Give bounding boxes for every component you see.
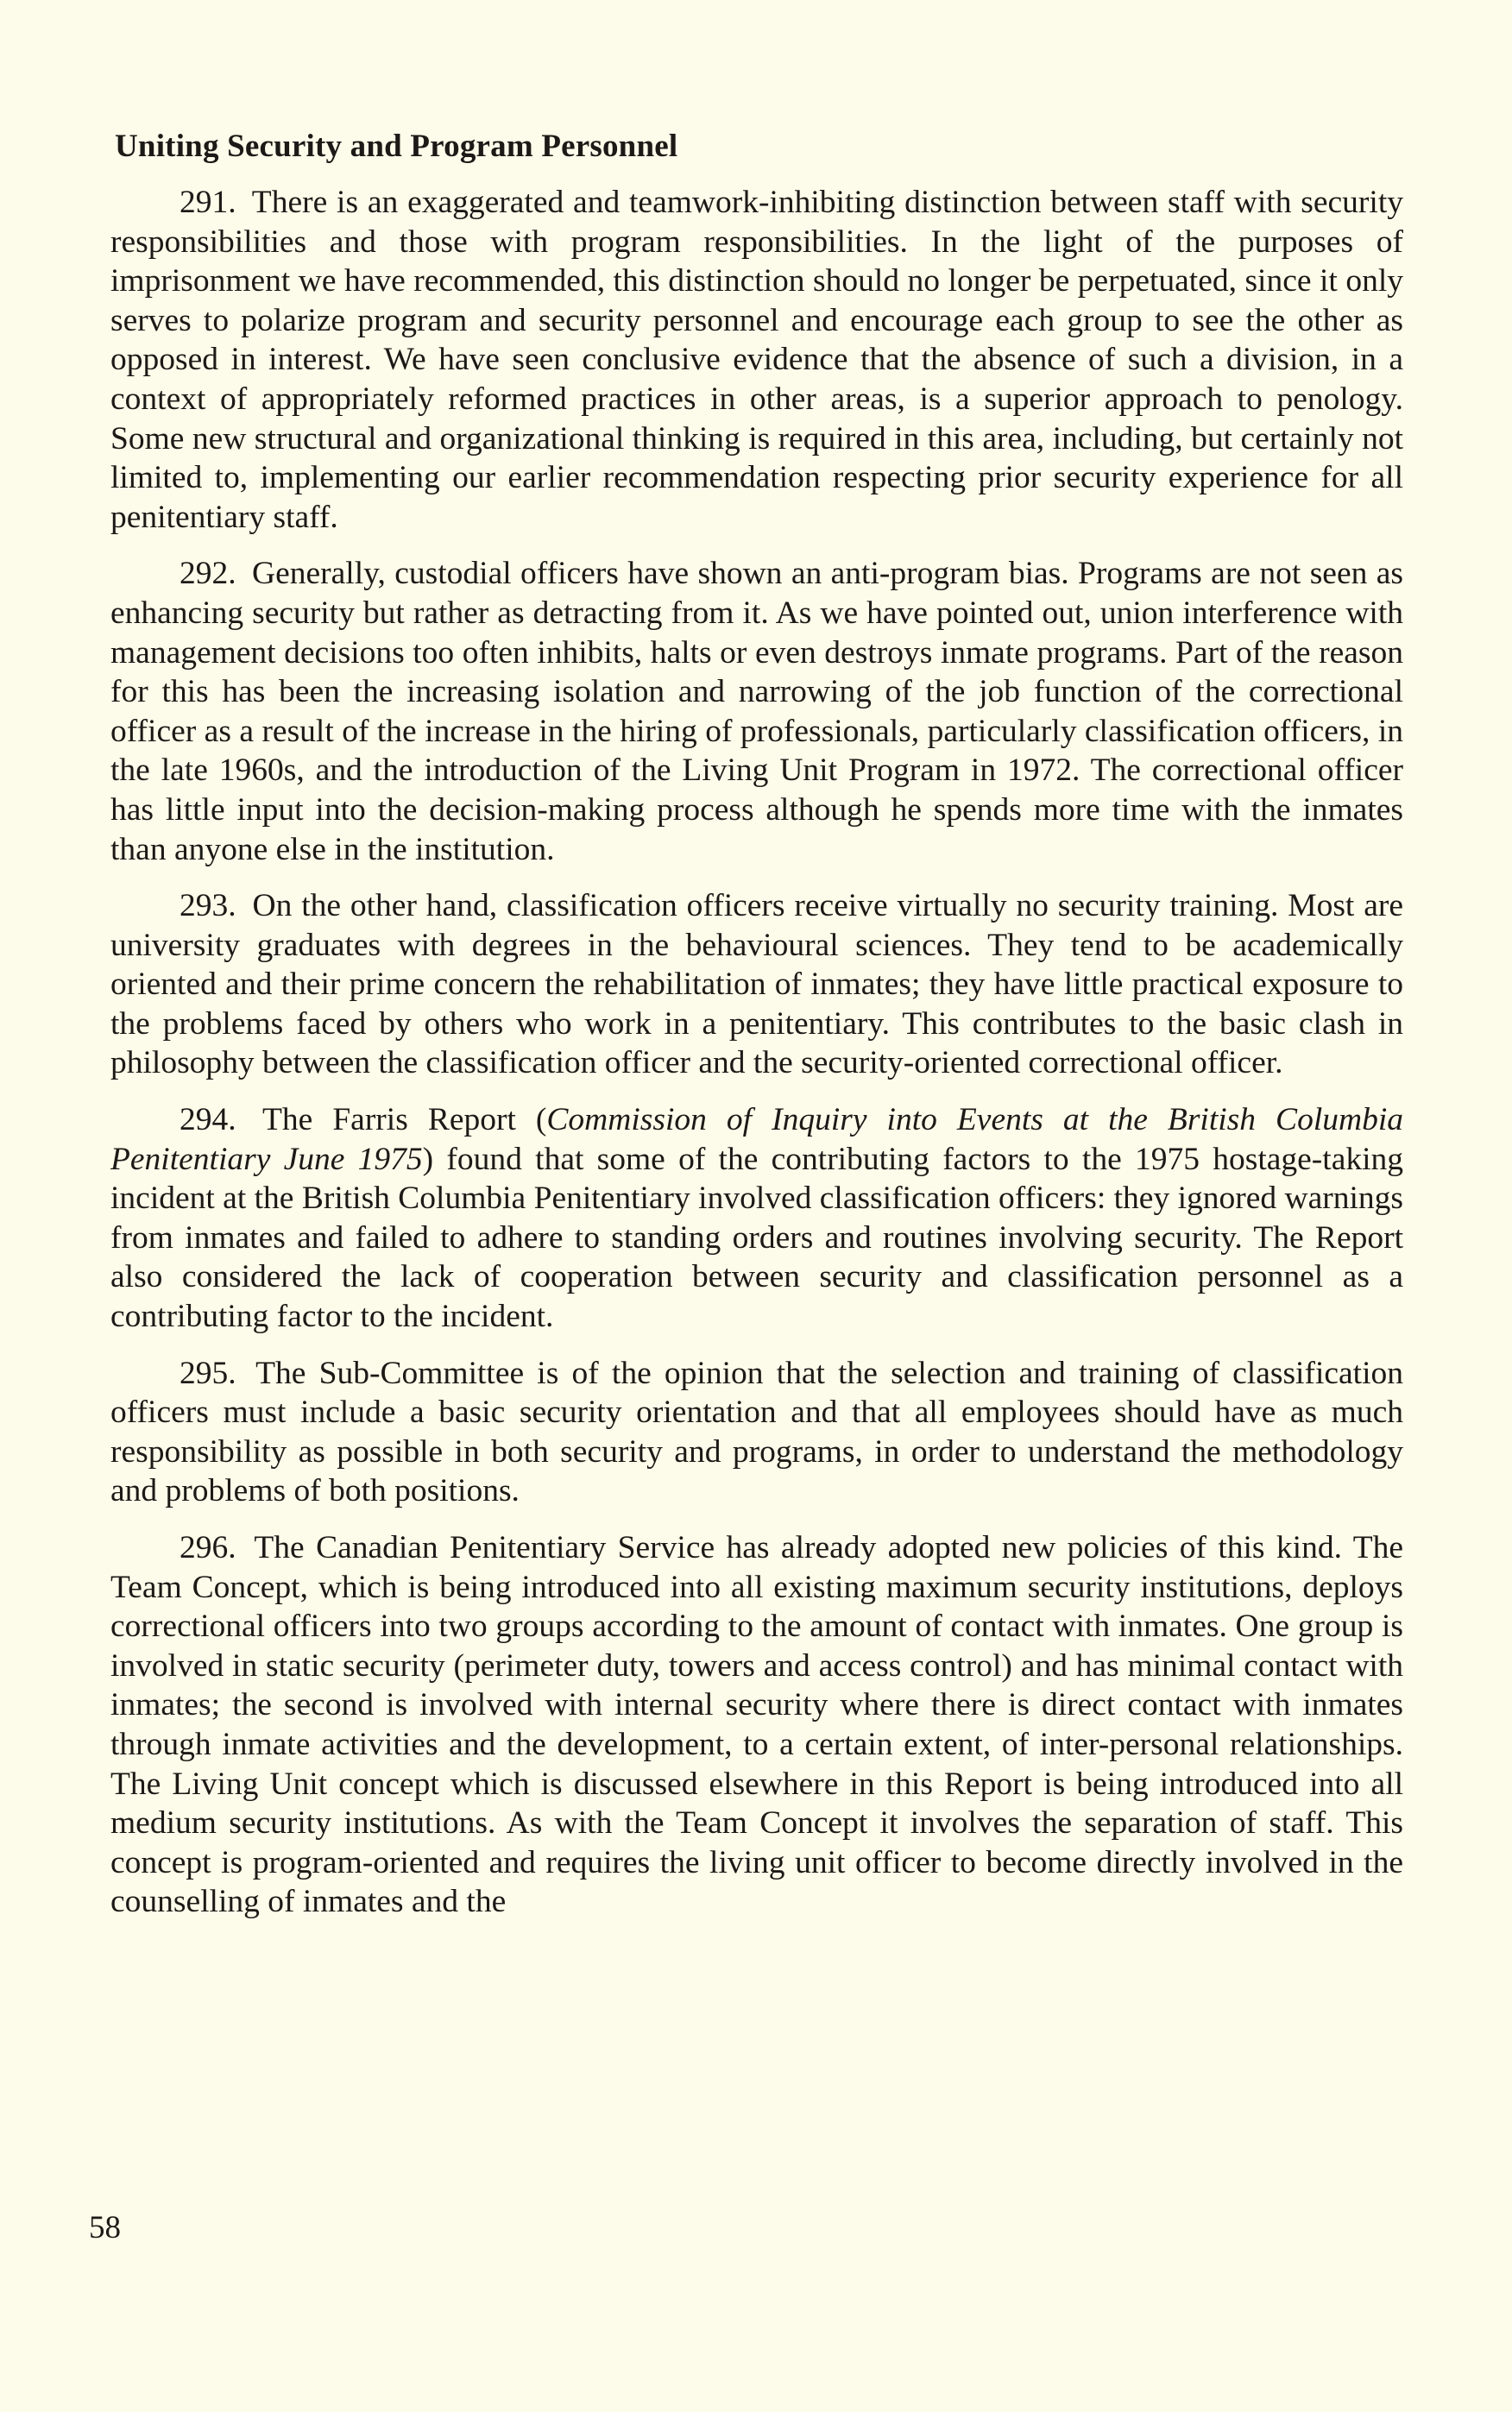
body-text bbox=[110, 183, 1403, 1939]
report-title-italic: Commission of Inquiry into Events at the British Columbia Penitentiary June 1975 bbox=[110, 1102, 1403, 1177]
paragraph-293 bbox=[110, 886, 1403, 1083]
paragraph-text: There is an exaggerated and teamwork-inhibiting distinction between staff with security responsibilities and those with program responsibilities. In the light of the purposes of imprisonment we have recommended, this distinction should no longer be perpetuated, since it only serves to polarize program and security personnel and encourage each group to see the other as opposed in interest. We have seen conclusive evidence that the absence of such a division, in a context of appropriately reformed practices in other areas, is a superior approach to penology. Some new structural and organizational thinking is required in this area, including, but certainly not limited to, implementing our earlier recommendation respecting prior security experience for all penitentiary staff. bbox=[110, 185, 1404, 535]
paragraph-296 bbox=[110, 1528, 1403, 1922]
paragraph-292 bbox=[110, 554, 1403, 869]
paragraph-number: 296. bbox=[180, 1530, 236, 1565]
paragraph-294 bbox=[110, 1100, 1403, 1337]
paragraph-text-after: ) found that some of the contributing factors to the 1975 hostage-taking incident at the British Columbia Penitentiary involved classification officers: they ignored warnings from inmates and failed to adhere to standing orders and routines involving security. The Report also considered the lack of cooperation between security and classification personnel as a contributing factor to the incident. bbox=[110, 1141, 1404, 1335]
paragraph-number: 292. bbox=[180, 556, 236, 592]
paragraph-number: 291. bbox=[180, 185, 236, 220]
paragraph-text: The Sub-Committee is of the opinion that the selection and training of classification officers must include a basic security orientation and that all employees should have as much responsibility as possible in both security and programs, in order to understand the methodology and problems of both positions. bbox=[110, 1355, 1403, 1509]
section-heading: Uniting Security and Program Personnel bbox=[115, 129, 678, 164]
page-number: 58 bbox=[89, 2210, 121, 2245]
paragraph-number: 295. bbox=[180, 1355, 236, 1391]
paragraph-text: Generally, custodial officers have shown an anti-program bias. Programs are not seen as enhancing security but rather as detracting from it. As we have pointed out, union interference with management decisions too often inhibits, halts or even destroys inmate programs. Part of the reason for this has been the increasing isolation and narrowing of the job function of the correctional officer as a result of the increase in the hiring of professionals, particularly classification officers, in the late 1960s, and the introduction of the Living Unit Program in 1972. The correctional officer has little input into the decision-making process although he spends more time with the inmates than anyone else in the institution. bbox=[110, 556, 1403, 867]
paragraph-number: 294. bbox=[180, 1102, 236, 1138]
paragraph-text: The Canadian Penitentiary Service has already adopted new policies of this kind. The Team Concept, which is being introduced into all existing maximum security institutions, deploys correctional officers into two groups according to the amount of contact with inmates. One group is involved in static security (perimeter duty, towers and access control) and has minimal contact with inmates; the second is involved with internal security where there is direct contact with inmates through inmate activities and the development, to a certain extent, of inter-personal relationships. The Living Unit concept which is discussed elsewhere in this Report is being introduced into all medium security institutions. As with the Team Concept it involves the separation of staff. This concept is program-oriented and requires the living unit officer to become directly involved in the counselling of inmates and the bbox=[110, 1530, 1404, 1920]
paragraph-291 bbox=[110, 183, 1403, 537]
paragraph-text: On the other hand, classification officers receive virtually no security training. Most are university graduates with degrees in the behavioural sciences. They tend to be academically oriented and their prime concern the rehabilitation of inmates; they have little practical exposure to the problems faced by others who work in a penitentiary. This contributes to the basic clash in philosophy between the classification officer and the security-oriented correctional officer. bbox=[110, 888, 1403, 1081]
paragraph-295 bbox=[110, 1354, 1403, 1511]
paragraph-text-before: The Farris Report ( bbox=[261, 1102, 547, 1138]
paragraph-number: 293. bbox=[180, 888, 236, 924]
